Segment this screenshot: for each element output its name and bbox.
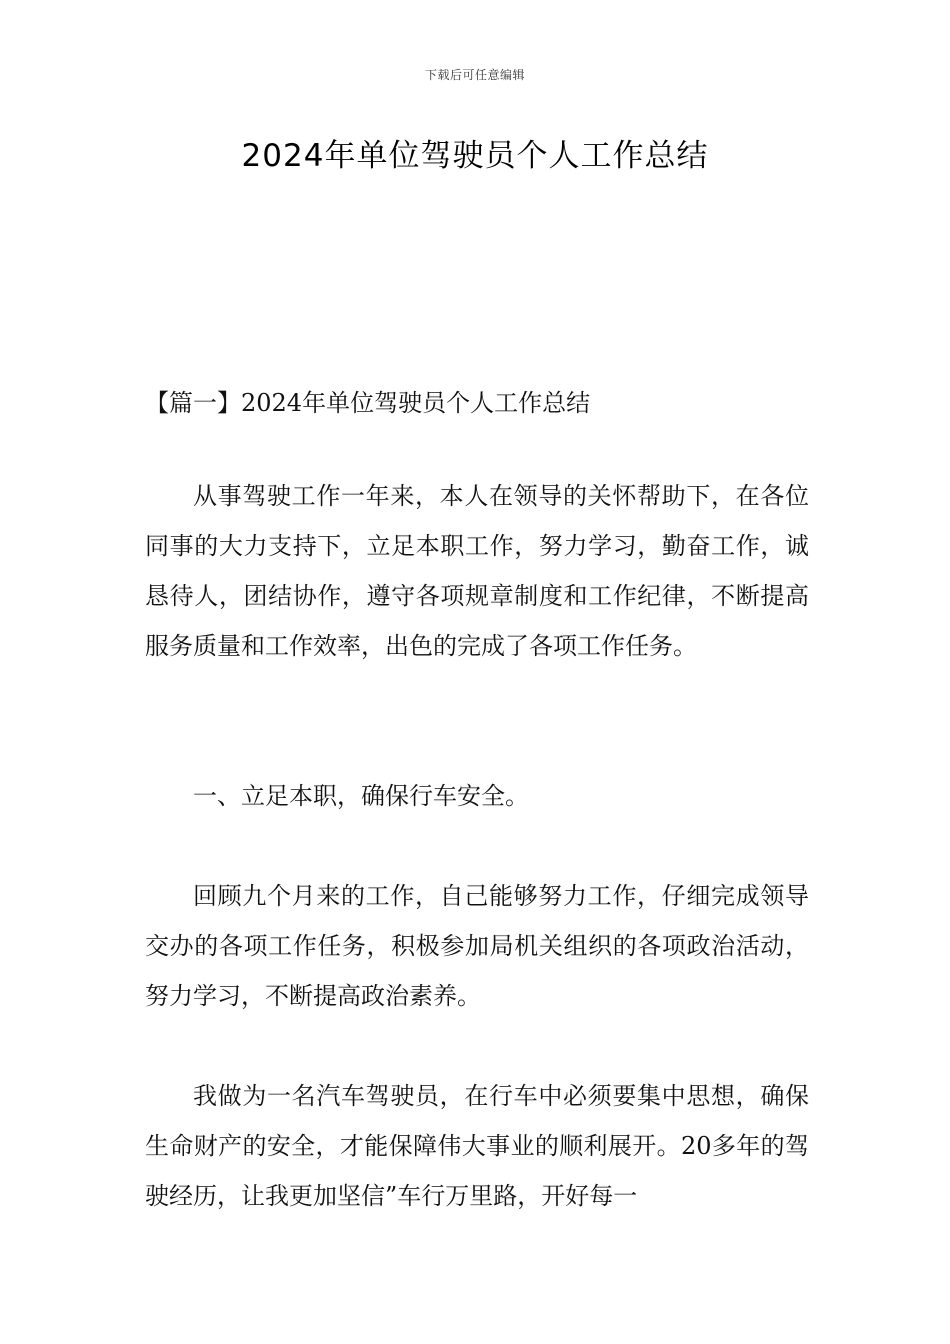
subheading-block xyxy=(145,771,809,821)
subheading-text: 一、立足本职，确保行车安全。 xyxy=(193,782,529,810)
section-heading-text: 【篇一】2024年单位驾驶员个人工作总结 xyxy=(145,389,591,417)
page-header-note: 下载后可任意编辑 xyxy=(424,68,525,82)
document-title: 2024年单位驾驶员个人工作总结 xyxy=(241,138,709,174)
paragraph-text: 我做为一名汽车驾驶员，在行车中必须要集中思想，确保生命财产的安全，才能保障伟大事业的顺利展开。20多年的驾驶经历，让我更加坚信”车行万里路，开好每一 xyxy=(145,1082,809,1210)
paragraph-text: 从事驾驶工作一年来，本人在领导的关怀帮助下，在各位同事的大力支持下，立足本职工作，努力学习，勤奋工作，诚恳待人，团结协作，遵守各项规章制度和工作纪律，不断提高服务质量和工作效率，出色的完成了各项工作任务。 xyxy=(145,482,809,660)
paragraph-intro xyxy=(145,471,809,671)
paragraph-review xyxy=(145,871,809,1021)
paragraph-driver xyxy=(145,1071,809,1221)
section-heading xyxy=(145,378,809,428)
paragraph-text: 回顾九个月来的工作，自己能够努力工作，仔细完成领导交办的各项工作任务，积极参加局机关组织的各项政治活动，努力学习，不断提高政治素养。 xyxy=(145,882,809,1010)
